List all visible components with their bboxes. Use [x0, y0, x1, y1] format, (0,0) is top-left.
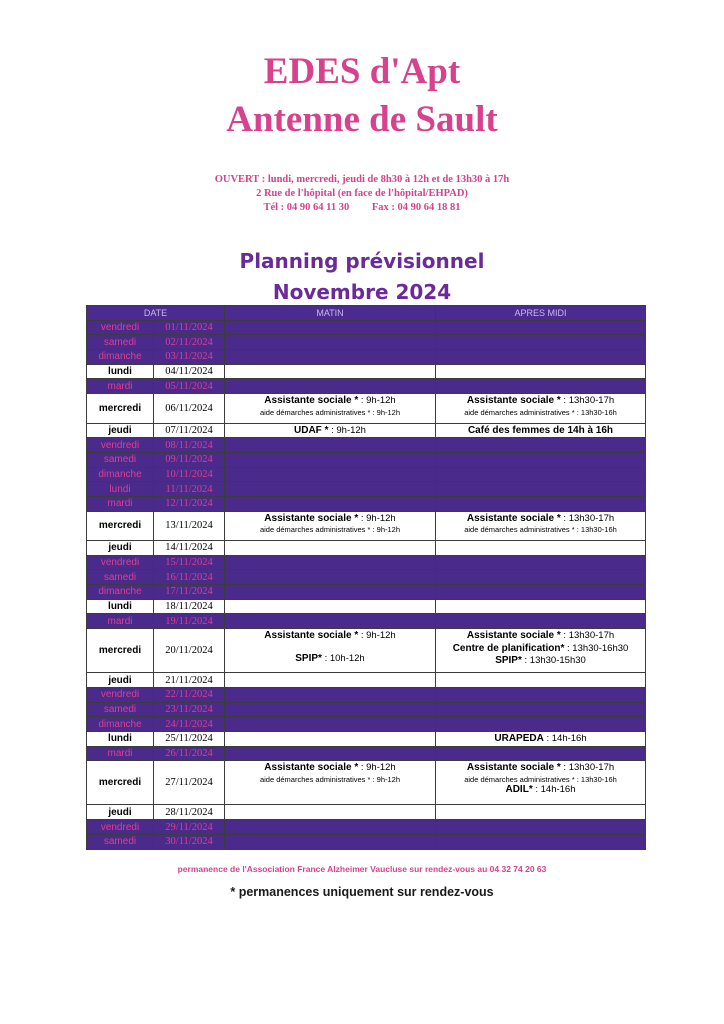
- afternoon-slot: [436, 379, 646, 394]
- afternoon-slot: [436, 732, 646, 747]
- morning-slot: [225, 599, 436, 614]
- morning-slot: [225, 394, 436, 423]
- morning-slot: [225, 335, 436, 350]
- date-cell: 14/11/2024: [154, 541, 225, 556]
- date-cell: 10/11/2024: [154, 467, 225, 482]
- service-time: : 9h-12h: [358, 630, 396, 642]
- morning-slot: [225, 452, 436, 467]
- day-cell: mardi: [87, 614, 154, 629]
- table-row: [87, 364, 646, 379]
- morning-slot: [225, 555, 436, 570]
- service-name: SPIP*: [495, 655, 522, 667]
- appointment-line: [436, 513, 645, 526]
- table-row: [87, 452, 646, 467]
- day-cell: dimanche: [87, 717, 154, 732]
- day-cell: lundi: [87, 364, 154, 379]
- service-time: : 9h-12h: [358, 762, 396, 774]
- date-cell: 07/11/2024: [154, 423, 225, 438]
- table-row: [87, 746, 646, 761]
- service-name: Assistante sociale *: [466, 762, 561, 774]
- fax-number: Fax : 04 90 64 18 81: [371, 202, 461, 213]
- planning-month: Novembre 2024: [272, 280, 452, 304]
- morning-slot: [225, 673, 436, 688]
- service-name: URAPEDA: [494, 733, 544, 744]
- date-cell: 04/11/2024: [154, 364, 225, 379]
- address: 2 Rue de l'hôpital (en face de l'hôpital/EHPAD): [256, 188, 468, 199]
- afternoon-slot: [436, 673, 646, 688]
- day-cell: mardi: [87, 496, 154, 511]
- afternoon-slot: [436, 482, 646, 497]
- afternoon-slot: [436, 746, 646, 761]
- morning-slot: [225, 614, 436, 629]
- appointment-line: [436, 733, 645, 746]
- day-cell: mercredi: [87, 394, 154, 423]
- table-row: [87, 673, 646, 688]
- service-time: : 9h-12h: [358, 395, 396, 407]
- appointment-line: [436, 762, 645, 775]
- afternoon-slot: [436, 585, 646, 600]
- day-cell: dimanche: [87, 585, 154, 600]
- appointment-line: [225, 762, 435, 775]
- table-row: [87, 834, 646, 849]
- appointment-line: [225, 525, 435, 534]
- date-cell: 15/11/2024: [154, 555, 225, 570]
- service-name: aide démarches administratives *: [259, 774, 371, 784]
- morning-slot: [225, 467, 436, 482]
- phone-number: Tél : 04 90 64 11 30: [263, 202, 350, 213]
- date-cell: 18/11/2024: [154, 599, 225, 614]
- appointment-line: [436, 395, 645, 408]
- service-time: : 13h30-16h: [574, 407, 617, 417]
- morning-slot: [225, 320, 436, 335]
- service-name: ADIL*: [505, 784, 533, 796]
- day-cell: jeudi: [87, 673, 154, 688]
- date-cell: 20/11/2024: [154, 629, 225, 673]
- table-row: [87, 379, 646, 394]
- service-name: Assistante sociale *: [466, 512, 561, 524]
- appointment-line: [436, 655, 645, 668]
- service-time: : 13h30-16h: [574, 774, 617, 784]
- service-name: aide démarches administratives *: [464, 525, 575, 535]
- table-header-row: [87, 306, 646, 321]
- day-cell: lundi: [87, 482, 154, 497]
- afternoon-slot: [436, 570, 646, 585]
- morning-slot: [225, 379, 436, 394]
- morning-slot: [225, 496, 436, 511]
- service-time: : 14h-16h: [543, 733, 587, 744]
- table-row: [87, 820, 646, 835]
- date-cell: 21/11/2024: [154, 673, 225, 688]
- alzheimer-note: permanence de l'Association France Alzheimer Vaucluse sur rendez-vous au 04 32 74 20 63: [177, 864, 547, 874]
- service-time: : 13h30-17h: [560, 630, 615, 642]
- day-cell: vendredi: [87, 438, 154, 453]
- appointment-line: [436, 643, 645, 656]
- table-row: [87, 585, 646, 600]
- date-cell: 27/11/2024: [154, 761, 225, 805]
- date-cell: 06/11/2024: [154, 394, 225, 423]
- afternoon-slot: [436, 320, 646, 335]
- afternoon-slot: [436, 364, 646, 379]
- afternoon-slot: [436, 496, 646, 511]
- service-time: : 13h30-15h30: [521, 655, 586, 667]
- day-cell: mardi: [87, 379, 154, 394]
- afternoon-slot: [436, 438, 646, 453]
- table-row: [87, 629, 646, 673]
- morning-slot: [225, 717, 436, 732]
- day-cell: vendredi: [87, 687, 154, 702]
- date-cell: 29/11/2024: [154, 820, 225, 835]
- date-cell: 05/11/2024: [154, 379, 225, 394]
- service-time: : 9h-12h: [370, 525, 401, 535]
- service-time: : 9h-12h: [358, 512, 396, 524]
- morning-slot: [225, 687, 436, 702]
- day-cell: samedi: [87, 702, 154, 717]
- service-name: aide démarches administratives *: [259, 525, 371, 535]
- service-time: : 9h-12h: [370, 407, 401, 417]
- afternoon-slot: [436, 805, 646, 820]
- date-cell: 12/11/2024: [154, 496, 225, 511]
- table-row: [87, 541, 646, 556]
- service-time: : 13h30-17h: [560, 395, 615, 407]
- service-name: aide démarches administratives *: [259, 407, 371, 417]
- day-cell: vendredi: [87, 820, 154, 835]
- date-cell: 11/11/2024: [154, 482, 225, 497]
- date-cell: 24/11/2024: [154, 717, 225, 732]
- morning-slot: [225, 629, 436, 673]
- date-cell: 08/11/2024: [154, 438, 225, 453]
- table-row: [87, 614, 646, 629]
- afternoon-slot: [436, 394, 646, 423]
- morning-slot: [225, 702, 436, 717]
- table-row: [87, 335, 646, 350]
- service-name: Assistante sociale *: [264, 762, 359, 774]
- date-cell: 28/11/2024: [154, 805, 225, 820]
- morning-slot: [225, 746, 436, 761]
- afternoon-slot: [436, 717, 646, 732]
- appointment-line: [436, 408, 645, 417]
- service-name: Assistante sociale *: [264, 630, 359, 642]
- contact-line: [0, 202, 724, 213]
- appointment-line: [436, 775, 645, 784]
- date-cell: 01/11/2024: [154, 320, 225, 335]
- afternoon-slot: [436, 511, 646, 540]
- table-row: [87, 394, 646, 423]
- afternoon-slot: [436, 702, 646, 717]
- morning-slot: [225, 423, 436, 438]
- day-cell: samedi: [87, 834, 154, 849]
- morning-slot: [225, 511, 436, 540]
- table-row: [87, 717, 646, 732]
- morning-slot: [225, 482, 436, 497]
- table-row: [87, 732, 646, 747]
- service-name: UDAF *: [294, 424, 329, 436]
- day-cell: mardi: [87, 746, 154, 761]
- day-cell: lundi: [87, 732, 154, 747]
- morning-slot: [225, 834, 436, 849]
- table-row: [87, 438, 646, 453]
- day-cell: mercredi: [87, 761, 154, 805]
- morning-slot: [225, 805, 436, 820]
- afternoon-slot: [436, 687, 646, 702]
- morning-slot: [225, 438, 436, 453]
- table-row: [87, 599, 646, 614]
- morning-slot: [225, 570, 436, 585]
- date-cell: 16/11/2024: [154, 570, 225, 585]
- table-row: [87, 482, 646, 497]
- table-row: [87, 350, 646, 365]
- afternoon-slot: [436, 761, 646, 805]
- day-cell: vendredi: [87, 320, 154, 335]
- day-cell: jeudi: [87, 805, 154, 820]
- header-morning: MATIN: [225, 306, 436, 321]
- service-name: Assistante sociale *: [466, 395, 561, 407]
- service-name: Assistante sociale *: [264, 512, 359, 524]
- morning-slot: [225, 541, 436, 556]
- date-cell: 23/11/2024: [154, 702, 225, 717]
- service-name: Assistante sociale *: [264, 395, 359, 407]
- day-cell: dimanche: [87, 350, 154, 365]
- day-cell: vendredi: [87, 555, 154, 570]
- service-time: : 13h30-16h: [574, 525, 617, 535]
- service-name: aide démarches administratives *: [464, 407, 575, 417]
- service-name: Centre de planification*: [452, 642, 565, 654]
- service-time: : 10h-12h: [321, 652, 365, 664]
- service-time: : 13h30-17h: [560, 762, 615, 774]
- appointment-line: [436, 425, 645, 438]
- day-cell: lundi: [87, 599, 154, 614]
- service-name: Assistante sociale *: [466, 630, 561, 642]
- day-cell: samedi: [87, 570, 154, 585]
- appointment-line: [436, 525, 645, 534]
- table-row: [87, 423, 646, 438]
- morning-slot: [225, 364, 436, 379]
- service-time: : 14h-16h: [532, 784, 576, 796]
- table-row: [87, 467, 646, 482]
- morning-slot: [225, 585, 436, 600]
- date-cell: 22/11/2024: [154, 687, 225, 702]
- date-cell: 25/11/2024: [154, 732, 225, 747]
- day-cell: samedi: [87, 335, 154, 350]
- appointment-line: [436, 784, 645, 797]
- appointment-line: [225, 630, 435, 643]
- appointment-line: [436, 630, 645, 643]
- day-cell: samedi: [87, 452, 154, 467]
- date-cell: 03/11/2024: [154, 350, 225, 365]
- afternoon-slot: [436, 599, 646, 614]
- afternoon-slot: [436, 820, 646, 835]
- service-time: : 9h-12h: [370, 774, 401, 784]
- day-cell: mercredi: [87, 511, 154, 540]
- afternoon-slot: [436, 629, 646, 673]
- afternoon-slot: [436, 335, 646, 350]
- morning-slot: [225, 350, 436, 365]
- table-row: [87, 805, 646, 820]
- day-cell: dimanche: [87, 467, 154, 482]
- table-row: [87, 570, 646, 585]
- service-name: aide démarches administratives *: [464, 774, 575, 784]
- page-title: EDES d'Apt: [263, 51, 461, 92]
- afternoon-slot: [436, 452, 646, 467]
- appointment-line: [225, 408, 435, 417]
- appointment-note: * permanences uniquement sur rendez-vous: [230, 885, 494, 899]
- table-row: [87, 496, 646, 511]
- service-name: SPIP*: [295, 652, 322, 664]
- appointment-line: [225, 425, 435, 438]
- morning-slot: [225, 820, 436, 835]
- appointment-line: [225, 775, 435, 784]
- afternoon-slot: [436, 555, 646, 570]
- opening-hours: OUVERT : lundi, mercredi, jeudi de 8h30 à 12h et de 13h30 à 17h: [214, 174, 510, 185]
- day-cell: jeudi: [87, 541, 154, 556]
- afternoon-slot: [436, 541, 646, 556]
- morning-slot: [225, 732, 436, 747]
- planning-title: Planning prévisionnel: [239, 249, 485, 273]
- afternoon-slot: [436, 614, 646, 629]
- service-time: : 13h30-17h: [560, 512, 615, 524]
- afternoon-slot: [436, 423, 646, 438]
- service-name: Café des femmes de 14h à 16h: [467, 424, 614, 436]
- day-cell: jeudi: [87, 423, 154, 438]
- date-cell: 26/11/2024: [154, 746, 225, 761]
- afternoon-slot: [436, 834, 646, 849]
- date-cell: 02/11/2024: [154, 335, 225, 350]
- date-cell: 30/11/2024: [154, 834, 225, 849]
- planning-table: [86, 305, 646, 850]
- appointment-line: [225, 653, 435, 666]
- page-subtitle: Antenne de Sault: [226, 99, 498, 140]
- table-row: [87, 687, 646, 702]
- service-time: : 9h-12h: [328, 424, 366, 436]
- table-row: [87, 761, 646, 805]
- header-afternoon: APRES MIDI: [436, 306, 646, 321]
- header-date: DATE: [87, 306, 225, 321]
- morning-slot: [225, 761, 436, 805]
- afternoon-slot: [436, 467, 646, 482]
- service-time: : 13h30-16h30: [564, 642, 629, 654]
- table-row: [87, 555, 646, 570]
- day-cell: mercredi: [87, 629, 154, 673]
- appointment-line: [225, 395, 435, 408]
- date-cell: 19/11/2024: [154, 614, 225, 629]
- appointment-line: [225, 513, 435, 526]
- table-row: [87, 511, 646, 540]
- afternoon-slot: [436, 350, 646, 365]
- table-row: [87, 702, 646, 717]
- date-cell: 09/11/2024: [154, 452, 225, 467]
- table-row: [87, 320, 646, 335]
- date-cell: 17/11/2024: [154, 585, 225, 600]
- date-cell: 13/11/2024: [154, 511, 225, 540]
